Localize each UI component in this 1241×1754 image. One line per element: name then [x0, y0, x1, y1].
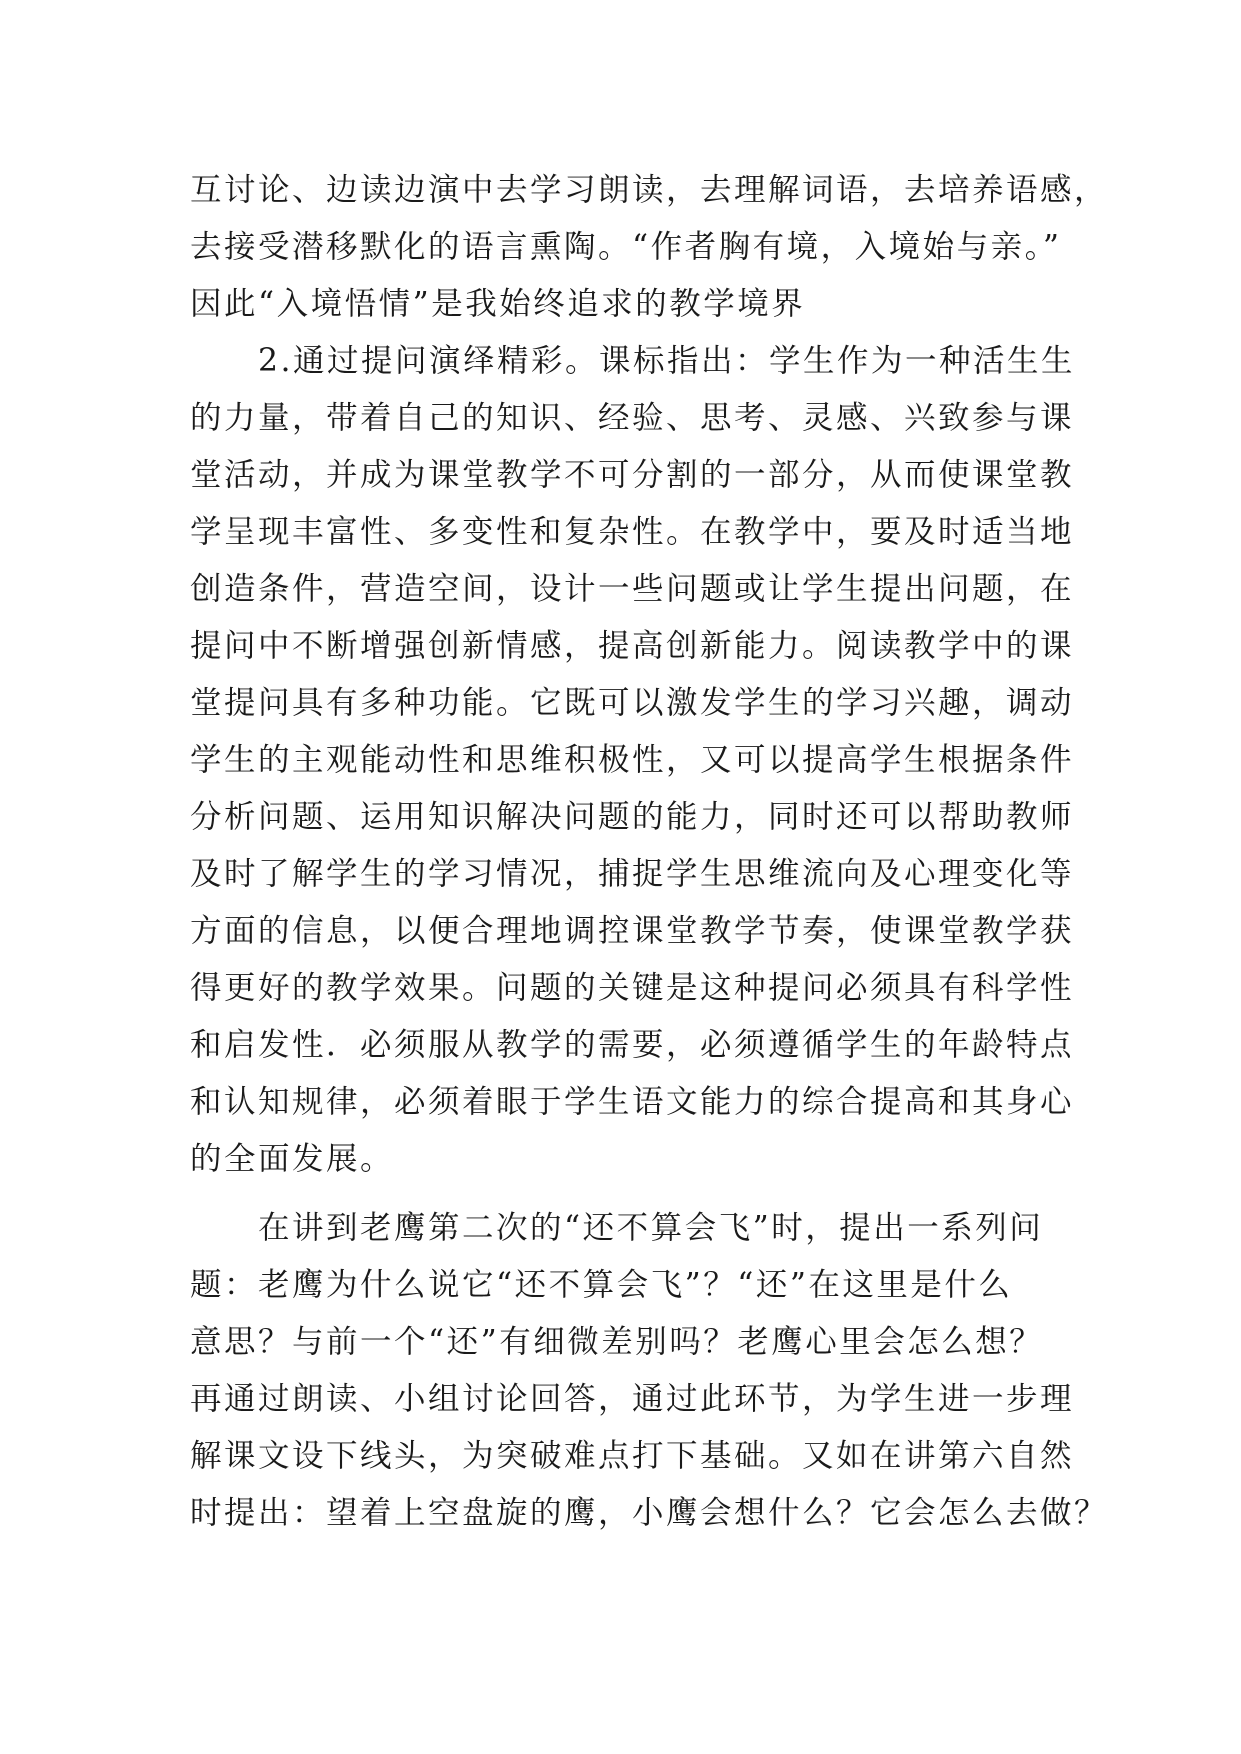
text-line: 互讨论、边读边演中去学习朗读，去理解词语，去培养语感， — [190, 172, 1109, 208]
text-line: 题：老鹰为什么说它“还不算会飞”？“还”在这里是什么 — [190, 1267, 1013, 1303]
text-line: 在讲到老鹰第二次的“还不算会飞”时，提出一系列问 — [190, 1210, 1044, 1246]
paragraph-1 — [190, 162, 1109, 333]
text-line: 意思？与前一个“还”有细微差别吗？老鹰心里会怎么想？ — [190, 1324, 1044, 1360]
text-line: 因此“入境悟情”是我始终追求的教学境界 — [190, 286, 806, 322]
text-line: 方面的信息，以便合理地调控课堂教学节奏，使课堂教学获 — [190, 913, 1075, 949]
paragraph-3 — [190, 1200, 1109, 1542]
text-line: 和认知规律，必须着眼于学生语文能力的综合提高和其身心 — [190, 1084, 1075, 1120]
text-line: 的全面发展。 — [190, 1141, 395, 1177]
text-line: 和启发性．必须服从教学的需要，必须遵循学生的年龄特点 — [190, 1027, 1075, 1063]
paragraph-2 — [190, 333, 1076, 1188]
text-line: 2.通过提问演绎精彩。课标指出：学生作为一种活生生 — [190, 343, 1076, 379]
body-text — [190, 162, 1109, 1542]
text-line: 提问中不断增强创新情感，提高创新能力。阅读教学中的课 — [190, 628, 1075, 664]
text-line: 的力量，带着自己的知识、经验、思考、灵感、兴致参与课 — [190, 400, 1075, 436]
text-line: 堂活动，并成为课堂教学不可分割的一部分，从而使课堂教 — [190, 457, 1075, 493]
text-line: 堂提问具有多种功能。它既可以激发学生的学习兴趣，调动 — [190, 685, 1075, 721]
text-line: 及时了解学生的学习情况，捕捉学生思维流向及心理变化等 — [190, 856, 1075, 892]
text-line: 创造条件，营造空间，设计一些问题或让学生提出问题，在 — [190, 571, 1075, 607]
text-line: 分析问题、运用知识解决问题的能力，同时还可以帮助教师 — [190, 799, 1075, 835]
text-line: 学呈现丰富性、多变性和复杂性。在教学中，要及时适当地 — [190, 514, 1075, 550]
text-line: 学生的主观能动性和思维积极性，又可以提高学生根据条件 — [190, 742, 1075, 778]
text-line: 去接受潜移默化的语言熏陶。“作者胸有境，入境始与亲。” — [190, 229, 1062, 265]
text-line: 再通过朗读、小组讨论回答，通过此环节，为学生进一步理 — [190, 1381, 1075, 1417]
text-line: 时提出：望着上空盘旋的鹰，小鹰会想什么？它会怎么去做？ — [190, 1495, 1109, 1531]
text-line: 得更好的教学效果。问题的关键是这种提问必须具有科学性 — [190, 970, 1075, 1006]
text-line: 解课文设下线头，为突破难点打下基础。又如在讲第六自然 — [190, 1438, 1075, 1474]
paragraph-gap — [190, 1188, 1055, 1200]
